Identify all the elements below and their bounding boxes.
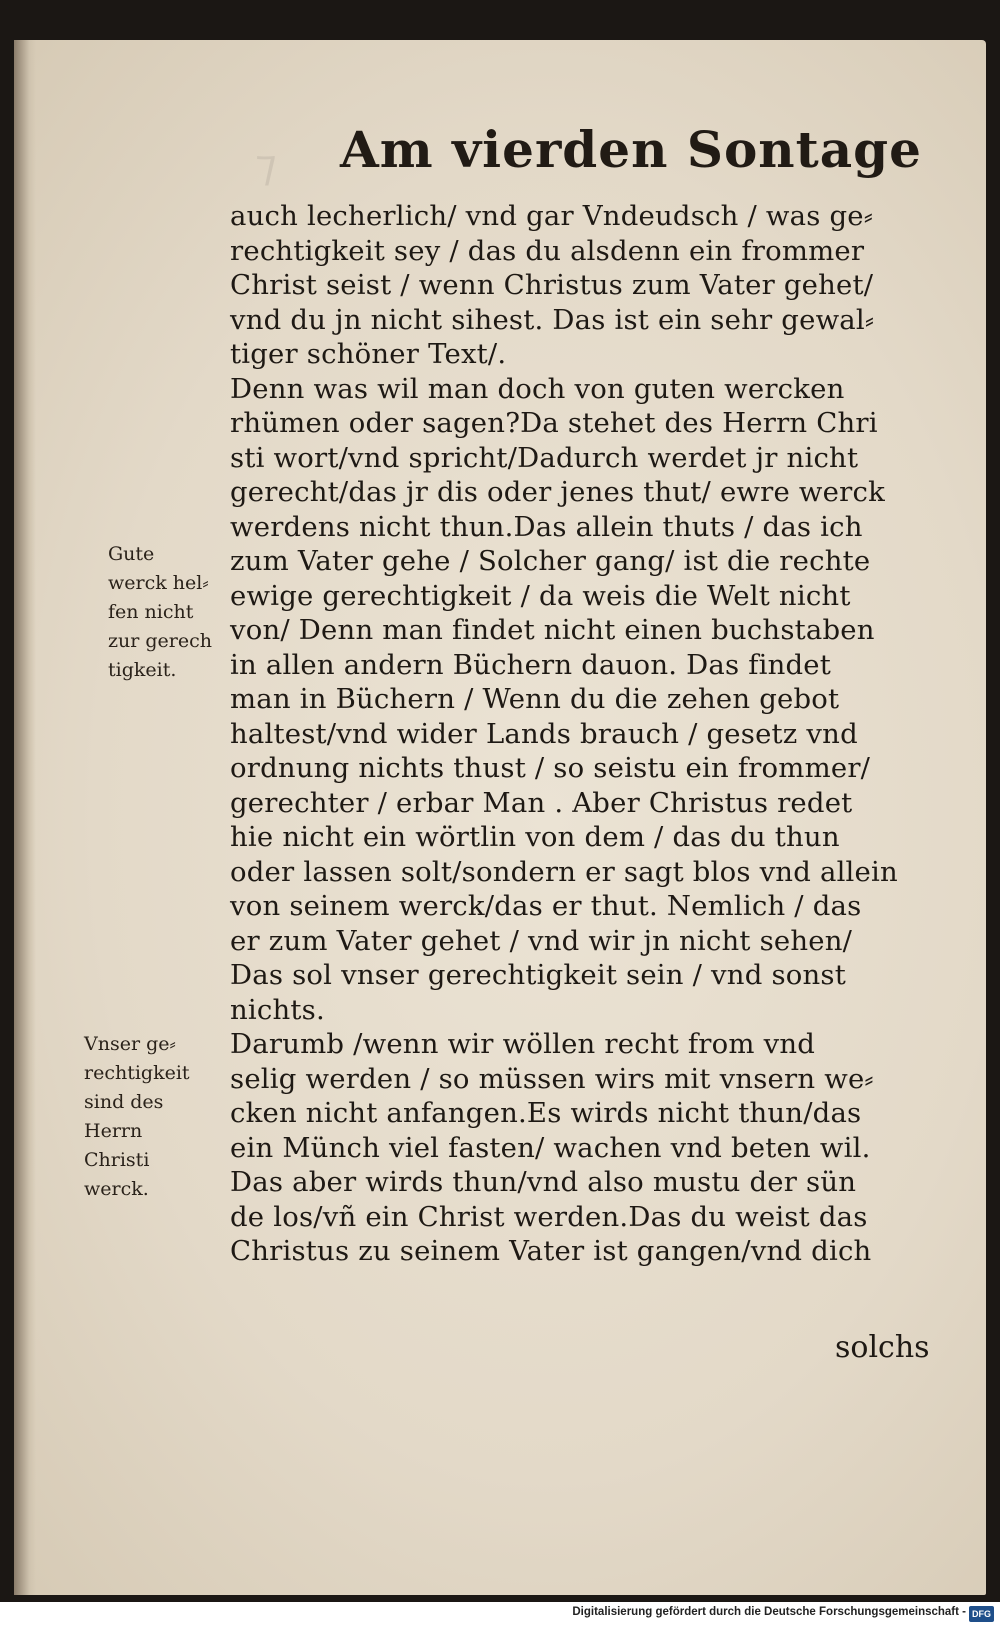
text-line: nichts. — [230, 993, 325, 1026]
text-line: von seinem werck/das er thut. Nemlich / das — [230, 890, 862, 922]
text-line: Denn was wil man doch von guten wercken — [230, 372, 845, 405]
text-line: Christus zu seinem Vater ist gangen/vnd dich — [230, 1235, 872, 1267]
marginal-note-line: Vnser ge⸗ — [84, 1033, 176, 1055]
marginal-note-2 — [84, 1030, 190, 1204]
marginal-note-line: tigkeit. — [108, 659, 177, 681]
text-line: ordnung nichts thust / so seistu ein frommer/ — [230, 752, 871, 784]
text-line: gerechter / erbar Man . Aber Christus redet — [230, 786, 853, 819]
text-line: ein Münch viel fasten/ wachen vnd beten wil. — [230, 1131, 871, 1164]
text-line: vnd du jn nicht sihest. Das ist ein sehr gewal⸗ — [230, 303, 875, 336]
marginal-note-line: sind des — [84, 1091, 164, 1113]
running-head: Am vierden Sontage — [340, 120, 922, 179]
text-line: von/ Denn man findet nicht einen buchstaben — [230, 614, 875, 646]
dfg-logo: DFG — [969, 1606, 994, 1622]
marginal-note-line: rechtigkeit — [84, 1062, 190, 1084]
text-line: er zum Vater gehet / vnd wir jn nicht sehen/ — [230, 924, 853, 957]
marginal-note-line: Gute — [108, 543, 155, 565]
marginal-note-line: Herrn — [84, 1120, 143, 1142]
text-line: selig werden / so müssen wirs mit vnsern we⸗ — [230, 1062, 874, 1095]
text-line: hie nicht ein wörtlin von dem / das du thun — [230, 821, 840, 853]
text-line: in allen andern Büchern dauon. Das findet — [230, 648, 832, 681]
footer-bar — [0, 1602, 1000, 1627]
marginal-note-line: werck hel⸗ — [108, 572, 209, 594]
text-line: Das aber wirds thun/vnd also mustu der sün — [230, 1166, 857, 1198]
marginal-note-line: zur gerech — [108, 630, 212, 652]
marginal-note-line: fen nicht — [108, 601, 194, 623]
funding-credit: Digitalisierung gefördert durch die Deutsche Forschungsgemeinschaft - — [572, 1606, 966, 1618]
text-line: ewige gerechtigkeit / da weis die Welt nicht — [230, 579, 851, 612]
text-line: tiger schöner Text/. — [230, 338, 507, 370]
page-gutter-shadow — [14, 40, 36, 1595]
text-line: oder lassen solt/sondern er sagt blos vnd allein — [230, 855, 898, 888]
text-line: Christ seist / wenn Christus zum Vater gehet/ — [230, 269, 874, 301]
text-line: werdens nicht thun.Das allein thuts / das ich — [230, 510, 863, 543]
text-line: rechtigkeit sey / das du alsdenn ein frommer — [230, 234, 865, 267]
marginal-note-line: werck. — [84, 1178, 149, 1200]
text-line: Das sol vnser gerechtigkeit sein / vnd sonst — [230, 959, 846, 991]
bleed-through-mark: ⁊ — [255, 140, 277, 191]
text-line: de los/vñ ein Christ werden.Das du weist das — [230, 1200, 868, 1233]
text-line: man in Büchern / Wenn du die zehen gebot — [230, 683, 840, 715]
text-line: sti wort/vnd spricht/Dadurch werdet jr nicht — [230, 441, 859, 474]
catchword: solchs — [835, 1330, 930, 1365]
text-line: auch lecherlich/ vnd gar Vndeudsch / was ge⸗ — [230, 200, 874, 232]
marginal-note-line: Christi — [84, 1149, 150, 1171]
marginal-note-1 — [108, 540, 212, 685]
text-line: cken nicht anfangen.Es wirds nicht thun/das — [230, 1097, 862, 1129]
text-line: rhümen oder sagen?Da stehet des Herrn Chri — [230, 407, 878, 439]
text-line: gerecht/das jr dis oder jenes thut/ ewre werck — [230, 476, 885, 508]
text-line: zum Vater gehe / Solcher gang/ ist die rechte — [230, 545, 871, 577]
text-line: Darumb /wenn wir wöllen recht from vnd — [230, 1028, 816, 1060]
text-line: haltest/vnd wider Lands brauch / gesetz vnd — [230, 717, 858, 750]
